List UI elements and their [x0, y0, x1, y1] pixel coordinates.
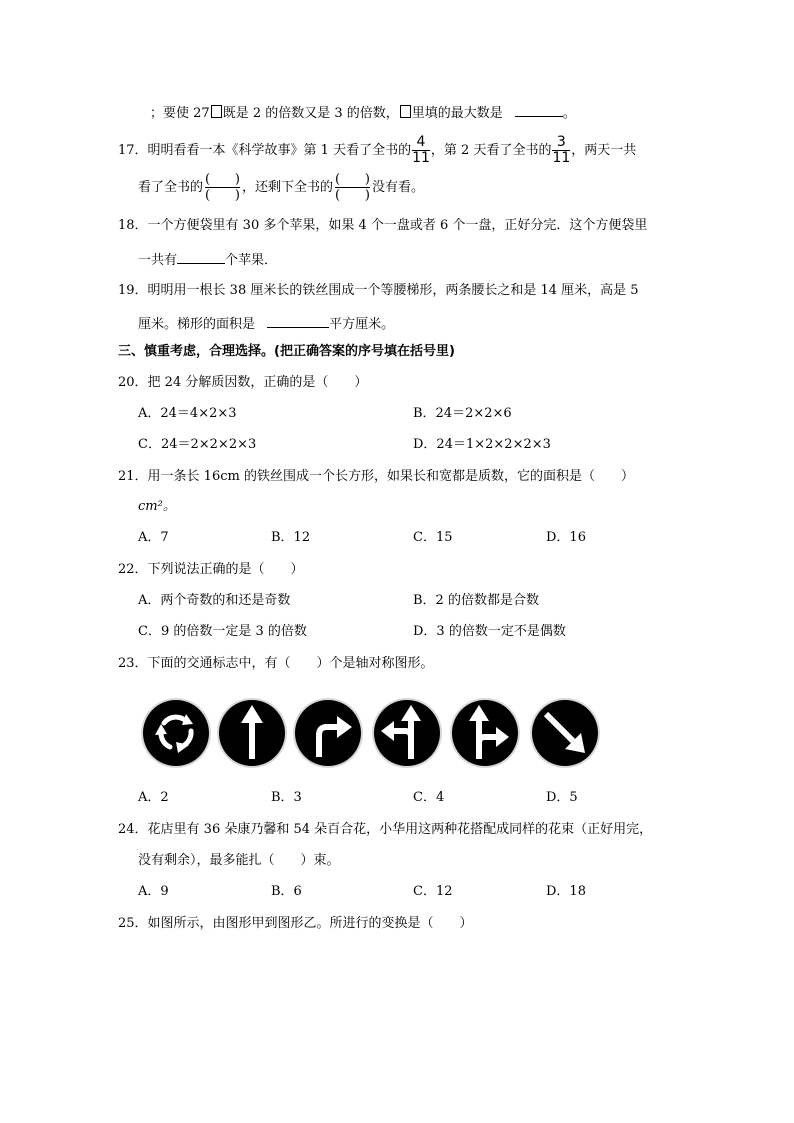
q17-answer-fraction-1[interactable]: ( ) ( ): [205, 172, 240, 203]
q19-line-1: [118, 282, 639, 300]
q16-pre: ；要使 27: [150, 106, 210, 121]
q18-line-2: [138, 249, 277, 270]
q22-option-a[interactable]: A．两个奇数的和还是奇数: [138, 593, 291, 608]
q23-stem: [118, 655, 434, 673]
q23-text: 下面的交通标志中，有（ ）个是轴对称图形。: [147, 656, 434, 671]
q24-text-1: 花店里有 36 朵康乃馨和 54 朵百合花，小华用这两种花搭配成同样的花束（正好用完，: [147, 822, 653, 837]
q20-stem: [118, 374, 367, 392]
q19-text-2b: 平方厘米。: [329, 317, 395, 332]
q23-option-a[interactable]: A．2: [138, 790, 169, 805]
q17-text-6: 没有看。: [371, 180, 424, 195]
q22-option-d[interactable]: D．3 的倍数一定不是偶数: [413, 624, 566, 639]
q17-text-3: ，两天一共: [571, 143, 637, 158]
q18-text-2a: 一共有: [138, 253, 178, 268]
q20-number: 20．: [118, 375, 148, 390]
q19-line-2: [138, 313, 394, 334]
q17-fraction-1: [412, 135, 430, 166]
q24-line-2: 没有剩余），最多能扎（ ）束。: [138, 853, 340, 868]
straight-or-left-sign-icon: [371, 697, 443, 769]
q17-answer-fraction-2[interactable]: ( ) ( ): [334, 172, 370, 203]
q20-option-c[interactable]: C．24＝2×2×2×3: [138, 437, 257, 452]
q21-option-d[interactable]: D．16: [546, 530, 586, 545]
turn-right-sign-icon: [292, 697, 364, 769]
q20-option-a[interactable]: A．24＝4×2×3: [138, 406, 237, 421]
q18-text-1: 一个方便袋里有 30 多个苹果，如果 4 个一盘或者 6 个一盘，正好分完．这个方便袋里: [147, 218, 648, 233]
q19-text-2a: 厘米。梯形的面积是: [138, 317, 256, 332]
q19-answer-blank[interactable]: [267, 313, 329, 328]
q21-text: 用一条长 16cm 的铁丝围成一个长方形，如果长和宽都是质数，它的面积是（ ）: [147, 469, 634, 484]
q22-stem: [118, 561, 304, 579]
q20-option-b[interactable]: B．24＝2×2×6: [413, 406, 512, 421]
q21-option-b[interactable]: B．12: [271, 530, 311, 545]
box-placeholder-icon: [400, 105, 411, 118]
q25-number: 25．: [118, 916, 148, 931]
box-placeholder-icon: [211, 105, 222, 118]
q17-number: 17．: [118, 143, 148, 158]
q21-unit: cm²。: [138, 499, 176, 514]
q16-mid: 既是 2 的倍数又是 3 的倍数，: [222, 106, 399, 121]
q16-post: 里填的最大数是: [411, 106, 503, 121]
q24-option-b[interactable]: B．6: [271, 884, 302, 899]
q17-fraction-2: [552, 135, 570, 166]
q23-option-b[interactable]: B．3: [271, 790, 302, 805]
fraction-denominator: 11: [552, 150, 571, 166]
q24-option-a[interactable]: A．9: [138, 884, 169, 899]
q16-line: [150, 102, 576, 123]
keep-right-sign-icon: [529, 697, 601, 769]
q20-text: 把 24 分解质因数，正确的是（ ）: [147, 375, 368, 390]
q23-option-d[interactable]: D．5: [546, 790, 578, 805]
straight-or-right-sign-icon: [449, 697, 521, 769]
fraction-numerator: 3: [556, 134, 566, 150]
q18-text-2b: 个苹果．: [225, 253, 278, 268]
q18-line-1: [118, 217, 647, 235]
fraction-denominator: 11: [412, 150, 430, 166]
q22-number: 22．: [118, 562, 148, 577]
q16-answer-blank[interactable]: [515, 102, 563, 117]
section-3-title: 三、慎重考虑，合理选择。(把正确答案的序号填在括号里): [118, 344, 455, 359]
q21-option-c[interactable]: C．15: [413, 530, 453, 545]
q22-option-c[interactable]: C．9 的倍数一定是 3 的倍数: [138, 624, 307, 639]
q24-number: 24．: [118, 822, 148, 837]
q22-text: 下列说法正确的是（ ）: [147, 562, 304, 577]
straight-ahead-sign-icon: [216, 697, 288, 769]
q24-line-1: [118, 821, 652, 839]
q19-text-1: 明明用一根长 38 厘米长的铁丝围成一个等腰梯形，两条腰长之和是 14 厘米，高是 5: [147, 283, 639, 298]
q19-number: 19．: [118, 283, 148, 298]
fraction-numerator: 4: [416, 134, 426, 150]
q24-option-c[interactable]: C．12: [413, 884, 453, 899]
q22-option-b[interactable]: B．2 的倍数都是合数: [413, 593, 539, 608]
q23-option-c[interactable]: C．4: [413, 790, 445, 805]
q17-text-1: 明明看看一本《科学故事》第 1 天看了全书的: [147, 143, 412, 158]
q25-stem: [118, 915, 473, 933]
q17-text-2: ，第 2 天看了全书的: [430, 143, 552, 158]
q16-end: 。: [562, 106, 576, 121]
q24-option-d[interactable]: D．18: [546, 884, 586, 899]
q20-option-d[interactable]: D．24＝1×2×2×2×3: [413, 437, 551, 452]
roundabout-sign-icon: [140, 697, 212, 769]
q21-number: 21．: [118, 469, 148, 484]
q17-line-2: [138, 172, 424, 203]
q18-number: 18．: [118, 218, 148, 233]
q21-option-a[interactable]: A．7: [138, 530, 169, 545]
q18-answer-blank[interactable]: [177, 249, 225, 264]
q17-text-5: ，还剩下全书的: [241, 180, 333, 195]
q23-number: 23．: [118, 656, 148, 671]
q21-stem: [118, 468, 634, 486]
q17-text-4: 看了全书的: [138, 180, 204, 195]
q17-line-1: [118, 135, 636, 166]
q25-text: 如图所示，由图形甲到图形乙。所进行的变换是（ ）: [147, 916, 473, 931]
